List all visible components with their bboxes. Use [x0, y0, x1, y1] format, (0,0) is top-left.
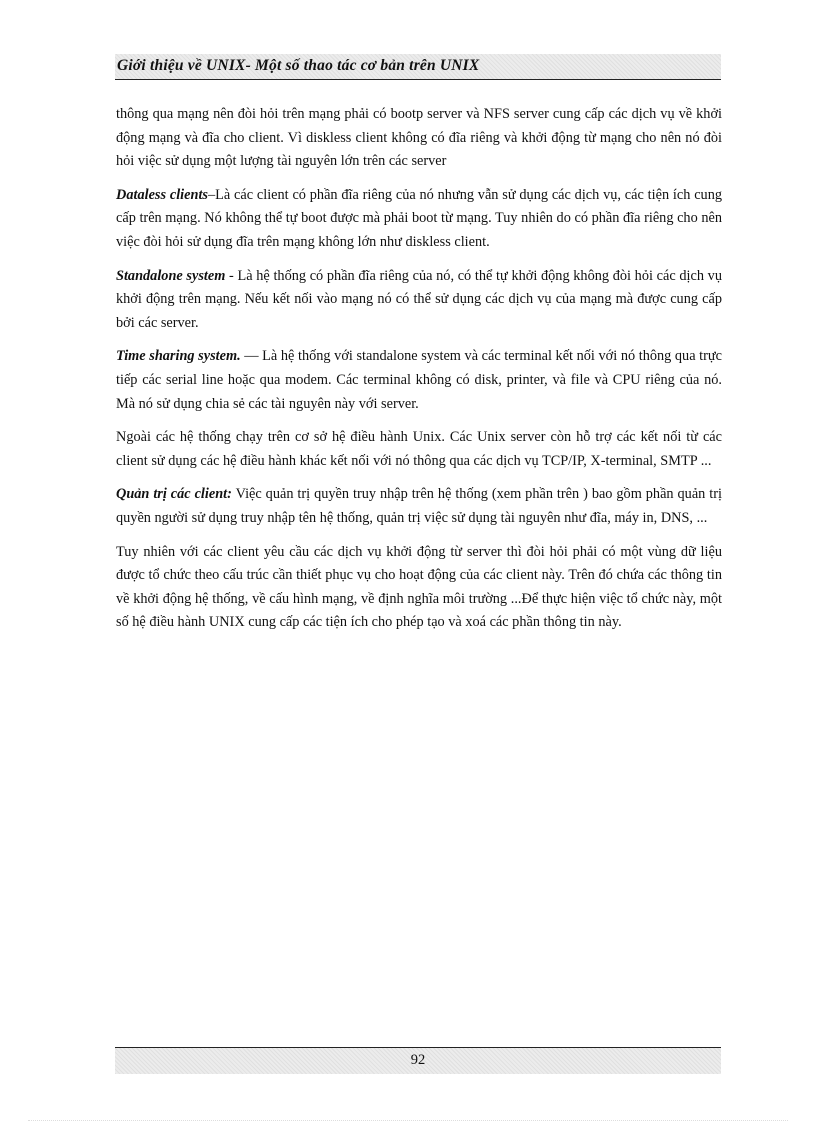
page-footer [115, 1047, 721, 1074]
paragraph-text: — Là hệ thống với standalone system và các terminal kết nối với nó thông qua trực tiếp các serial line hoặc qua modem. Các terminal không có disk, printer, và file và CPU riêng của nó. Mà nó sử dụng chia sẻ các tài nguyên này với server. [116, 348, 722, 412]
page-header [115, 54, 721, 80]
paragraph-text: - Là hệ thống có phần đĩa riêng của nó, có thể tự khởi động không đòi hỏi các dịch vụ khởi động trên mạng. Nếu kết nối vào mạng nó có thể sử dụng các dịch vụ của mạng mà được cung cấp bởi các server. [116, 267, 722, 331]
paragraph-term: Standalone system [116, 267, 226, 284]
paragraph-dataless-clients [116, 184, 722, 255]
paragraph-text: Tuy nhiên với các client yêu cầu các dịch vụ khởi động từ server thì đòi hỏi phải có một vùng dữ liệu được tổ chức theo cấu trúc cần thiết phục vụ cho hoạt động của các client này. Trên đó chứa các thông tin về khởi động hệ thống, về cấu hình mạng, về định nghĩa môi trường ...Để thực hiện việc tổ chức này, một số hệ điều hành UNIX cung cấp các tiện ích cho phép tạo và xoá các phần thông tin này. [116, 543, 722, 631]
paragraph-time-sharing-system [116, 345, 722, 416]
document-body [116, 103, 722, 645]
paragraph-term: Quản trị các client: [116, 486, 232, 503]
paragraph-term: Dataless clients [116, 186, 208, 203]
paragraph-client-administration [116, 483, 722, 530]
header-title: Giới thiệu về UNIX- Một số thao tác cơ bản trên UNIX [117, 57, 480, 74]
page-bottom-edge [28, 1120, 788, 1121]
paragraph-text: thông qua mạng nên đòi hỏi trên mạng phải có bootp server và NFS server cung cấp các dịch vụ về khởi động mạng và đĩa cho client. Vì diskless client không có đĩa riêng và khởi động từ mạng cho nên nó đòi hỏi việc sử dụng một lượng tài nguyên lớn trên các server [116, 106, 722, 170]
paragraph-diskless-continuation [116, 103, 722, 174]
paragraph-unix-server-support [116, 426, 722, 473]
page-number: 92 [410, 1052, 426, 1068]
paragraph-text: Ngoài các hệ thống chạy trên cơ sở hệ điều hành Unix. Các Unix server còn hỗ trợ các kết nối từ các client sử dụng các hệ điều hành khác kết nối với nó thông qua các dịch vụ TCP/IP, X-terminal, SMTP ... [116, 429, 722, 469]
paragraph-text: –Là các client có phần đĩa riêng của nó nhưng vẫn sử dụng các dịch vụ, các tiện ích cung cấp trên mạng. Nó không thể tự boot được mà phải boot từ mạng. Tuy nhiên do có phần đĩa riêng cho nên việc đòi hỏi sử dụng đĩa trên mạng không lớn như diskless client. [116, 186, 722, 250]
paragraph-text: Việc quản trị quyền truy nhập trên hệ thống (xem phần trên ) bao gồm phần quản trị quyền người sử dụng truy nhập tên hệ thống, quản trị việc sử dụng tài nguyên như đĩa, máy in, DNS, ... [116, 486, 722, 526]
paragraph-standalone-system [116, 265, 722, 336]
paragraph-boot-data-area [116, 541, 722, 635]
paragraph-term: Time sharing system. [116, 348, 241, 365]
